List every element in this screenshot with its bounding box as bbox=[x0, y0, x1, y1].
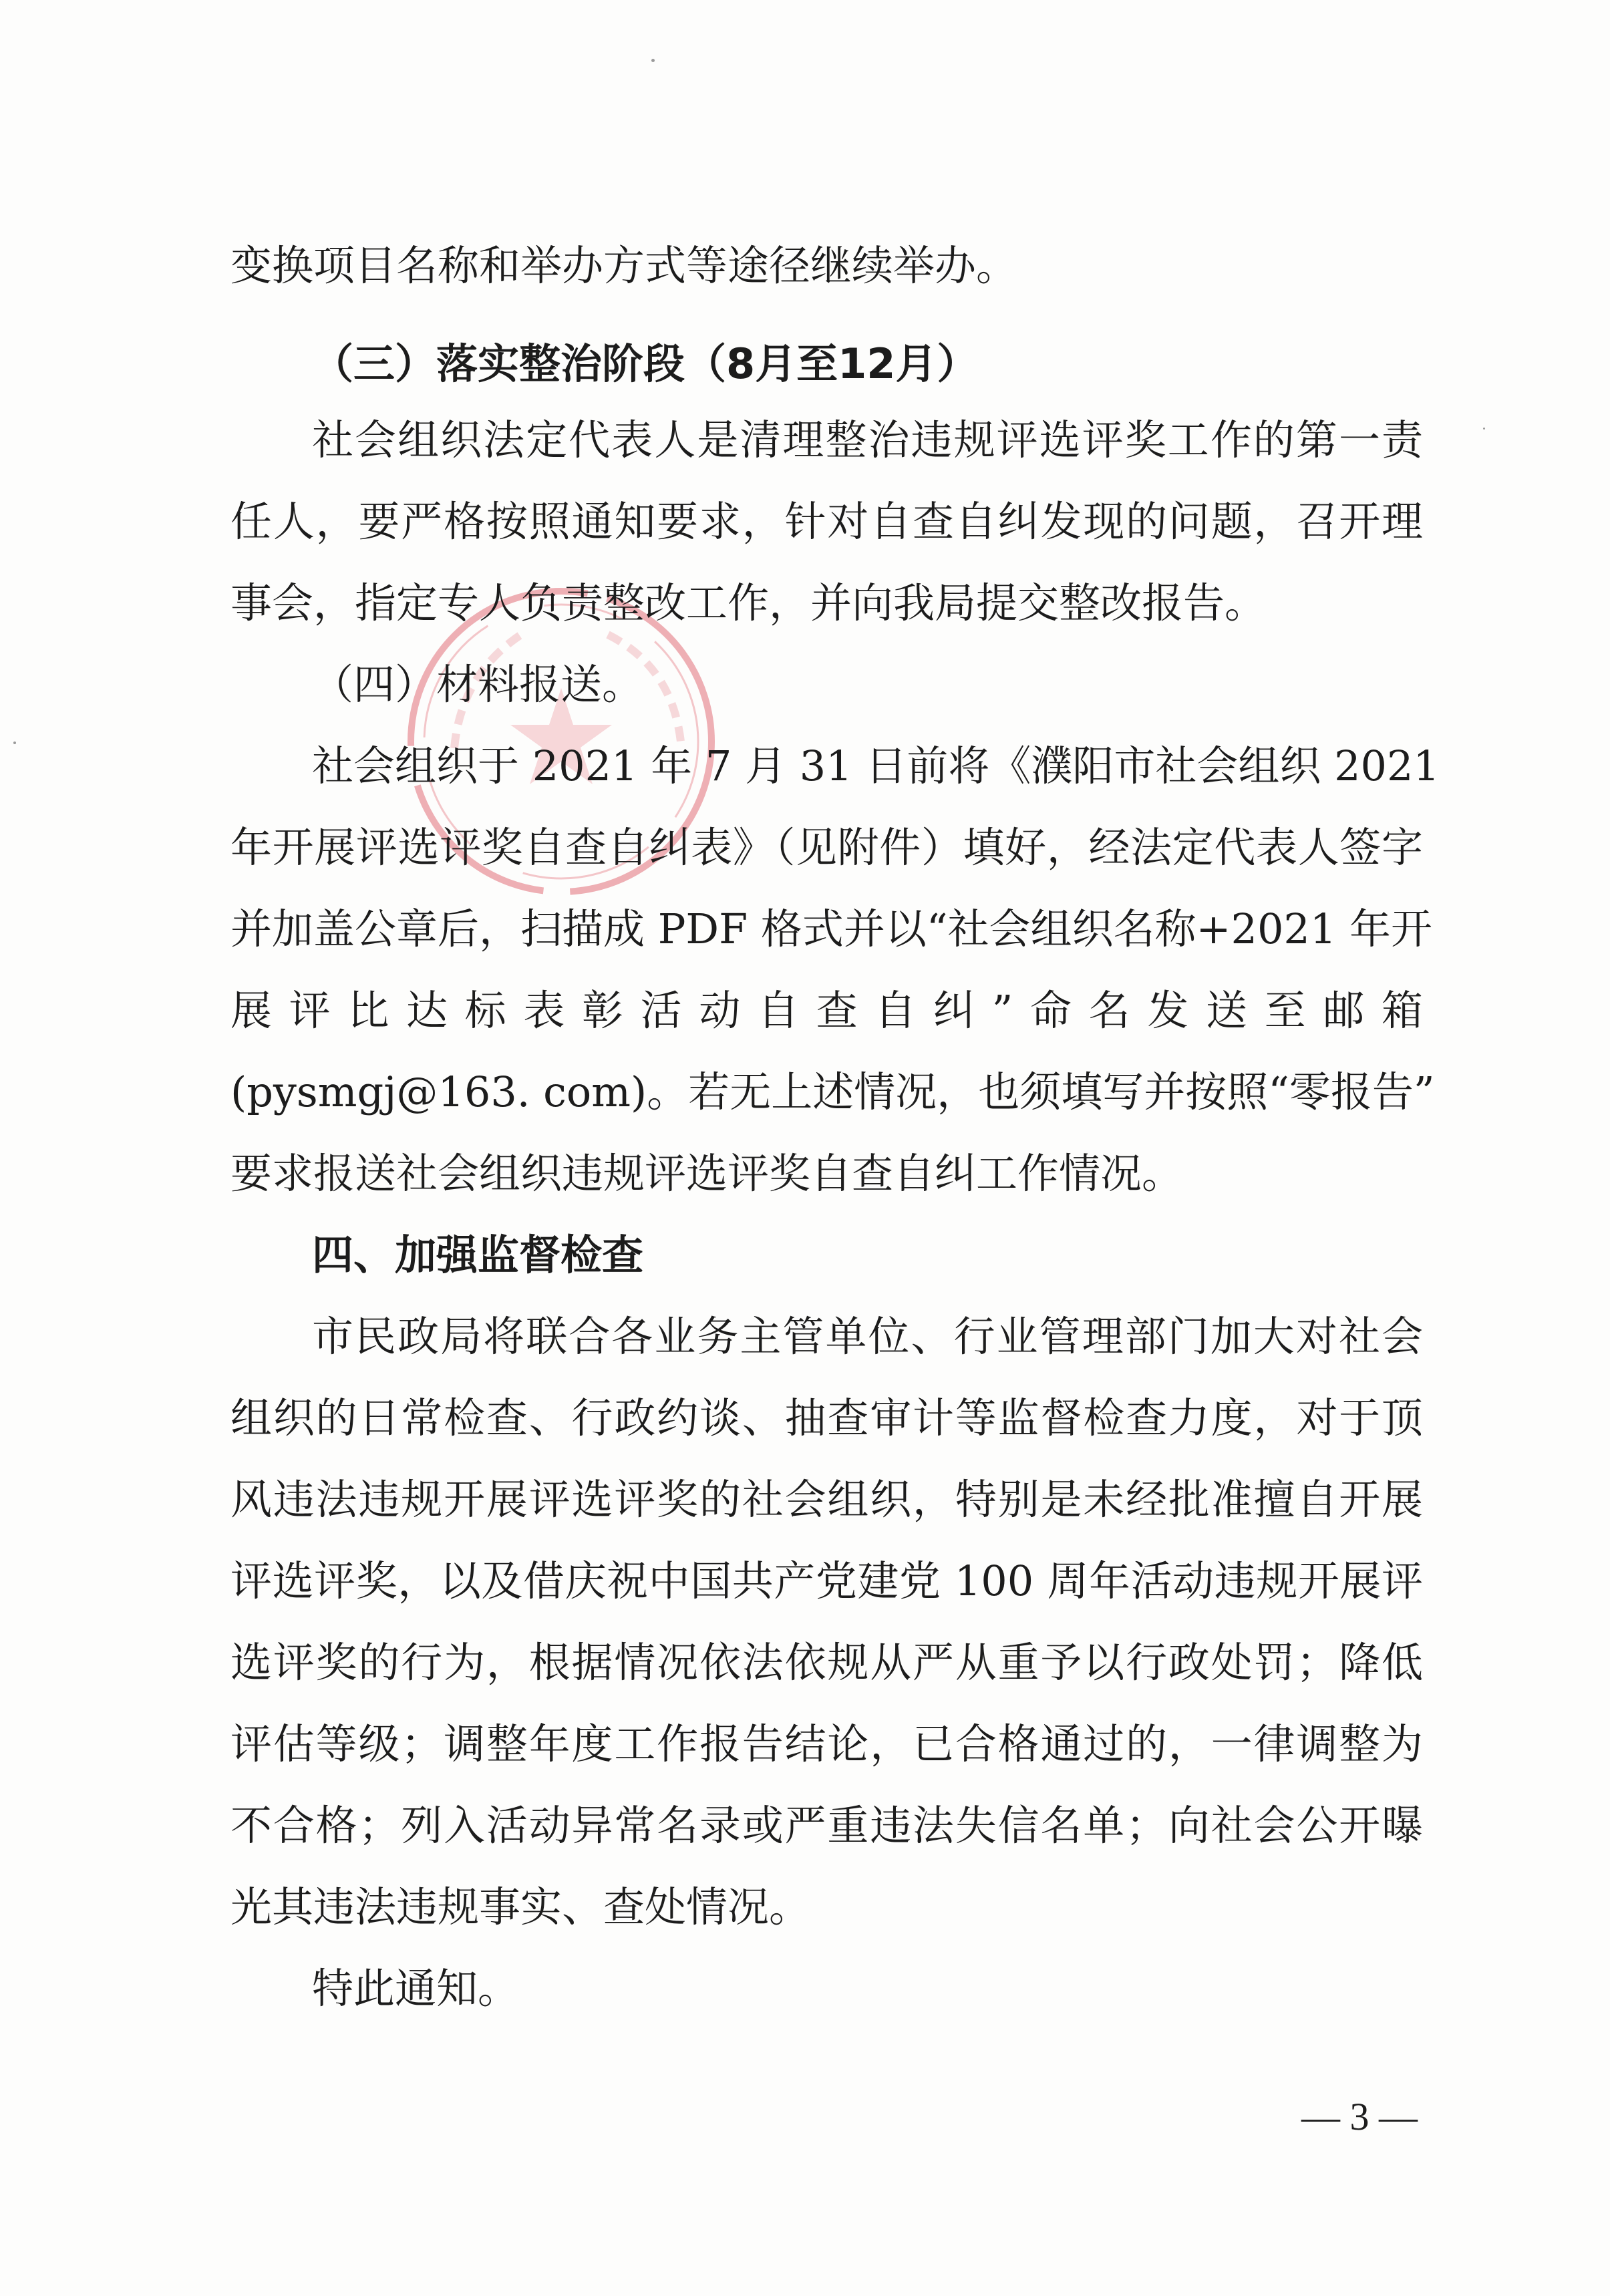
text-line-18: 选评奖的行为，根据情况依法依规从严从重予以行政处罚；降低 bbox=[230, 1638, 1423, 1687]
text-line-8: 年开展评选评奖自查自纠表》（见附件）填好，经法定代表人签字 bbox=[230, 823, 1423, 872]
text-line-20: 不合格；列入活动异常名录或严重违法失信名单；向社会公开曝 bbox=[230, 1801, 1423, 1850]
text-line-12: 要求报送社会组织违规评选评奖自查自纠工作情况。 bbox=[230, 1149, 1184, 1198]
text-line-19: 评估等级；调整年度工作报告结论，已合格通过的，一律调整为 bbox=[230, 1719, 1423, 1768]
scan-speck bbox=[1483, 428, 1485, 430]
text-line-16: 风违法违规开展评选评奖的社会组织，特别是未经批准擅自开展 bbox=[230, 1475, 1423, 1524]
closing-line: 特此通知。 bbox=[312, 1964, 520, 2013]
section-heading-3: （三）落实整治阶段（8月至12月） bbox=[312, 339, 979, 388]
text-line-14: 市民政局将联合各业务主管单位、行业管理部门加大对社会 bbox=[312, 1312, 1423, 1361]
text-line-9: 并加盖公章后，扫描成 PDF 格式并以“社会组织名称+2021 年开 bbox=[230, 905, 1432, 953]
text-line-4: 任人，要严格按照通知要求，针对自查自纠发现的问题，召开理 bbox=[230, 497, 1423, 546]
scan-speck bbox=[651, 59, 655, 62]
chapter-heading-4: 四、加强监督检查 bbox=[312, 1231, 644, 1279]
text-line-5: 事会，指定专人负责整改工作，并向我局提交整改报告。 bbox=[230, 579, 1267, 627]
page-number: — 3 — bbox=[1301, 2095, 1418, 2138]
text-line-7: 社会组织于 2021 年 7 月 31 日前将《濮阳市社会组织 2021 bbox=[312, 742, 1440, 790]
text-line-17: 评选评奖，以及借庆祝中国共产党建党 100 周年活动违规开展评 bbox=[230, 1556, 1423, 1605]
text-line-1: 变换项目名称和举办方式等途径继续举办。 bbox=[230, 241, 1018, 290]
text-line-10: 展评比达标表彰活动自查自纠”命名发送至邮箱 bbox=[230, 986, 1423, 1035]
text-line-21: 光其违法违规事实、查处情况。 bbox=[230, 1882, 811, 1931]
text-line-3: 社会组织法定代表人是清理整治违规评选评奖工作的第一责 bbox=[312, 416, 1423, 464]
text-line-11: (pysmgj@163. com)。若无上述情况，也须填写并按照“零报告” bbox=[230, 1068, 1435, 1116]
text-line-15: 组织的日常检查、行政约谈、抽查审计等监督检查力度，对于顶 bbox=[230, 1393, 1423, 1442]
section-heading-4: （四）材料报送。 bbox=[312, 660, 644, 709]
scan-speck bbox=[13, 742, 16, 744]
